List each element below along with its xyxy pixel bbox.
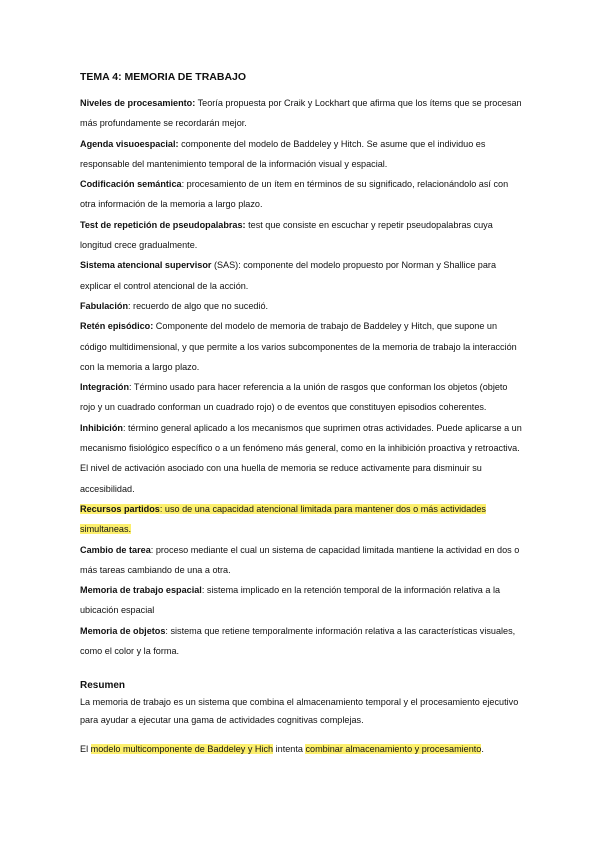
entry-term: Inhibición xyxy=(80,422,123,433)
entry-definition: : recuerdo de algo que no sucedió. xyxy=(128,300,269,311)
entry-term: Recursos partidos xyxy=(80,503,160,514)
entry-term: Fabulación xyxy=(80,300,128,311)
entry-term: Codificación semántica xyxy=(80,179,182,190)
glossary-entry-niveles xyxy=(80,93,525,134)
highlighted-text: modelo multicomponente de Baddeley y Hich xyxy=(90,744,274,755)
glossary-entry-memoria-espacial xyxy=(80,580,525,621)
resumen-paragraph-2 xyxy=(80,741,525,758)
glossary-entry-integracion xyxy=(80,377,525,418)
glossary-entry-cambio-tarea xyxy=(80,540,525,581)
glossary-entry-sas xyxy=(80,255,525,296)
resumen-heading: Resumen xyxy=(80,680,126,692)
entry-definition: (SAS): componente del modelo propuesto por Norman y Shallice para explicar el control atencional de la acción. xyxy=(80,260,497,291)
entry-term: Retén episódico: xyxy=(80,321,154,332)
highlighted-text xyxy=(80,504,486,534)
entry-definition: : uso de una capacidad atencional limitada para mantener dos o más actividades simultaneas. xyxy=(80,503,486,535)
entry-term: Sistema atencional supervisor xyxy=(80,260,212,271)
entry-term: Agenda visuoespacial: xyxy=(80,138,179,149)
entry-definition: Componente del modelo de memoria de trabajo de Baddeley y Hitch, que supone un código multidimensional, y que permite a los varios subcomponentes de la memoria de trabajo la interacción con la memoria a largo plazo. xyxy=(80,321,517,372)
glossary-entry-inhibicion xyxy=(80,418,525,499)
glossary-entry-codificacion xyxy=(80,174,525,215)
glossary-entry-fabulacion xyxy=(80,296,525,316)
document-page xyxy=(80,70,525,759)
entry-definition: componente del modelo de Baddeley y Hitch. Se asume que el individuo es responsable del mantenimiento temporal de la información visual y espacial. xyxy=(80,138,486,169)
entry-term: Niveles de procesamiento: xyxy=(80,98,196,108)
entry-definition: : proceso mediante el cual un sistema de capacidad limitada mantiene la actividad en dos o más tareas cambiando de una a otra. xyxy=(80,544,520,575)
entry-term: Cambio de tarea xyxy=(80,544,151,555)
glossary-entry-reten xyxy=(80,316,525,377)
entry-term: Test de repetición de pseudopalabras: xyxy=(80,219,246,230)
document-title: TEMA 4: MEMORIA DE TRABAJO xyxy=(80,71,247,83)
entry-definition: : Término usado para hacer referencia a la unión de rasgos que conforman los objetos (objeto rojo y un cuadrado conforman un cuadrado rojo) o de eventos que constituyen episodios coherentes. xyxy=(80,382,508,413)
entry-definition: : procesamiento de un ítem en términos de su significado, relacionándolo así con otra información de la memoria a largo plazo. xyxy=(80,179,509,210)
entry-term: Integración xyxy=(80,382,130,393)
paragraph-middle: intenta xyxy=(273,744,306,755)
glossary-entry-test-repeticion xyxy=(80,215,525,256)
entry-definition: test que consiste en escuchar y repetir pseudopalabras cuya longitud crece gradualmente. xyxy=(80,219,493,251)
entry-definition: : sistema implicado en la retención temporal de la información relativa a la ubicación espacial xyxy=(80,585,501,616)
entry-term: Memoria de objetos xyxy=(80,625,166,636)
entry-term: Memoria de trabajo espacial xyxy=(80,585,202,596)
glossary-entry-recursos-partidos xyxy=(80,499,525,540)
resumen-paragraph: La memoria de trabajo es un sistema que combina el almacenamiento temporal y el procesamiento ejecutivo para ayudar a ejecutar una gama de actividades cognitivas complejas. xyxy=(80,697,519,725)
glossary-entry-memoria-objetos xyxy=(80,621,525,662)
entry-definition: : sistema que retiene temporalmente información relativa a las características visuales, como el color y la forma. xyxy=(80,625,516,657)
glossary-entry-agenda xyxy=(80,134,525,175)
entry-definition: Teoría propuesta por Craik y Lockhart que afirma que los ítems que se procesan más profundamente se recordarán mejor. xyxy=(80,98,522,129)
highlighted-text: combinar almacenamiento y procesamiento xyxy=(305,744,482,755)
paragraph-prefix: El xyxy=(80,744,91,755)
entry-definition: : término general aplicado a los mecanismos que suprimen otras actividades. Puede aplicarse a un mecanismo fisiológico específico o a un fenómeno más general, como en la inhibición proactiva y retroactiva. El nivel de activación asociado con una huella de memoria se reduce activamente para disminuir su accesibilidad. xyxy=(80,422,522,494)
paragraph-suffix: . xyxy=(481,744,484,755)
